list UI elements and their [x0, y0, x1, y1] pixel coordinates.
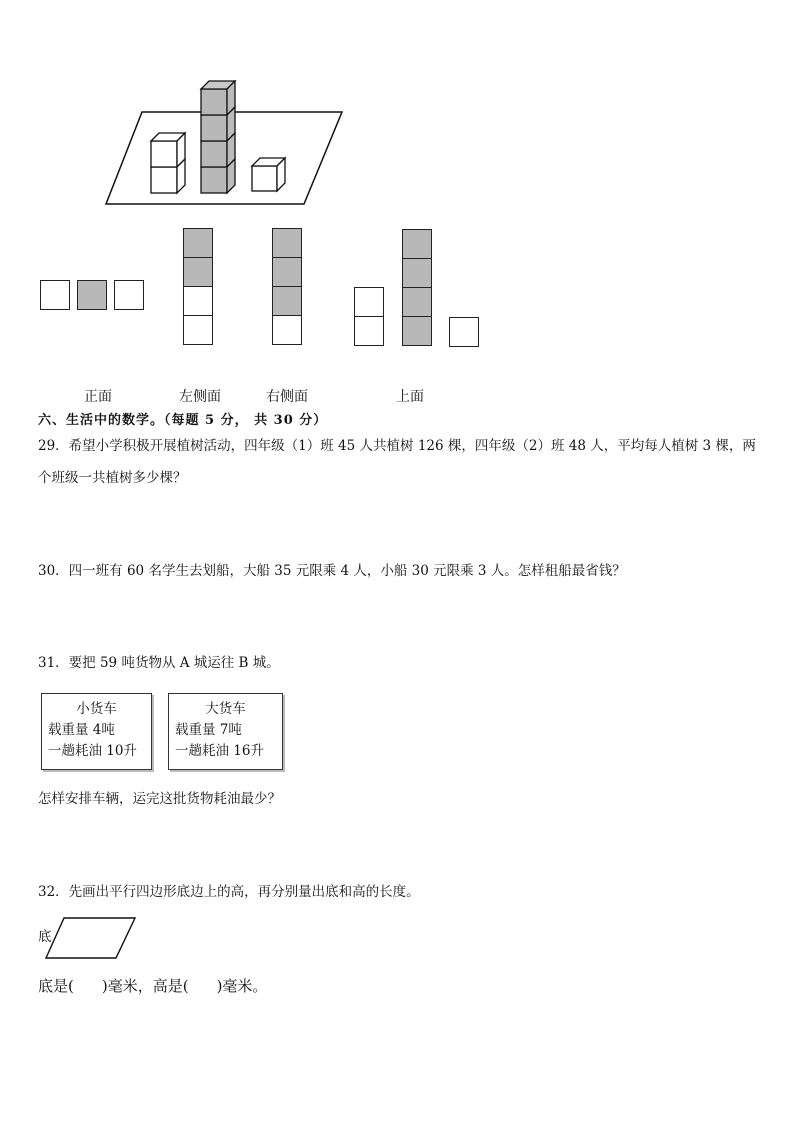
- tall-cube-column: [201, 81, 235, 193]
- left-view-square: [183, 228, 213, 258]
- view-label-front: 正面: [84, 389, 112, 405]
- small-truck-card: [41, 693, 152, 770]
- single-cube: [252, 158, 285, 191]
- top-view-square: [402, 316, 432, 346]
- section-heading: [38, 409, 327, 428]
- right-view-square: [272, 315, 302, 345]
- question-30: 30．四一班有 60 名学生去划船，大船 35 元限乘 4 人，小船 30 元限乘 3 人。怎样租船最省钱？: [38, 563, 626, 579]
- left-side-view: [183, 228, 215, 346]
- section-title: 六、生活中的数学。: [38, 413, 165, 428]
- right-side-view: [272, 228, 304, 346]
- top-view-square: [402, 258, 432, 288]
- parallelogram-figure: [44, 915, 140, 961]
- small-truck-fuel: 一趟耗油 10升: [48, 743, 137, 759]
- front-view-square: [40, 280, 70, 310]
- answer-height-prefix: )毫米，高是(: [101, 977, 189, 995]
- front-view-square: [114, 280, 144, 310]
- view-label-top: 上面: [396, 389, 424, 405]
- right-view-square: [272, 228, 302, 258]
- answer-line: [38, 975, 267, 996]
- front-view: [40, 280, 150, 312]
- large-truck-title: 大货车: [205, 701, 246, 717]
- small-truck-title: 小货车: [76, 701, 117, 717]
- top-view-square: [354, 287, 384, 317]
- view-label-left: 左侧面: [179, 389, 221, 405]
- top-view-square: [402, 287, 432, 317]
- left-view-square: [183, 257, 213, 287]
- section-score-note: （每题 5 分， 共 30 分）: [164, 413, 328, 428]
- view-label-right: 右侧面: [266, 389, 308, 405]
- right-view-square: [272, 286, 302, 316]
- large-truck-card: [168, 693, 283, 770]
- top-view: [354, 229, 484, 349]
- small-truck-capacity: 载重量 4吨: [48, 722, 115, 738]
- large-truck-fuel: 一趟耗油 16升: [175, 743, 264, 759]
- answer-suffix: )毫米。: [216, 977, 268, 995]
- right-view-square: [272, 257, 302, 287]
- question-31-follow-up: 怎样安排车辆，运完这批货物耗油最少？: [38, 791, 281, 807]
- front-view-square: [77, 280, 107, 310]
- parallelogram-base-label: 底: [38, 929, 52, 945]
- answer-base-prefix: 底是(: [38, 977, 74, 995]
- top-view-square: [402, 229, 432, 259]
- question-32: 32．先画出平行四边形底边上的高，再分别量出底和高的长度。: [38, 884, 420, 900]
- top-view-square: [449, 317, 479, 347]
- block-stack-figure: [100, 80, 350, 210]
- question-31: 31．要把 59 吨货物从 A 城运往 B 城。: [38, 655, 280, 671]
- left-view-square: [183, 315, 213, 345]
- top-view-square: [354, 316, 384, 346]
- left-cube-column: [151, 133, 185, 193]
- question-29: 29．希望小学积极开展植树活动，四年级（1）班 45 人共植树 126 棵，四年级（2）班 48 人，平均每人植树 3 棵，两个班级一共植树多少棵？: [38, 438, 756, 486]
- large-truck-capacity: 载重量 7吨: [175, 722, 242, 738]
- left-view-square: [183, 286, 213, 316]
